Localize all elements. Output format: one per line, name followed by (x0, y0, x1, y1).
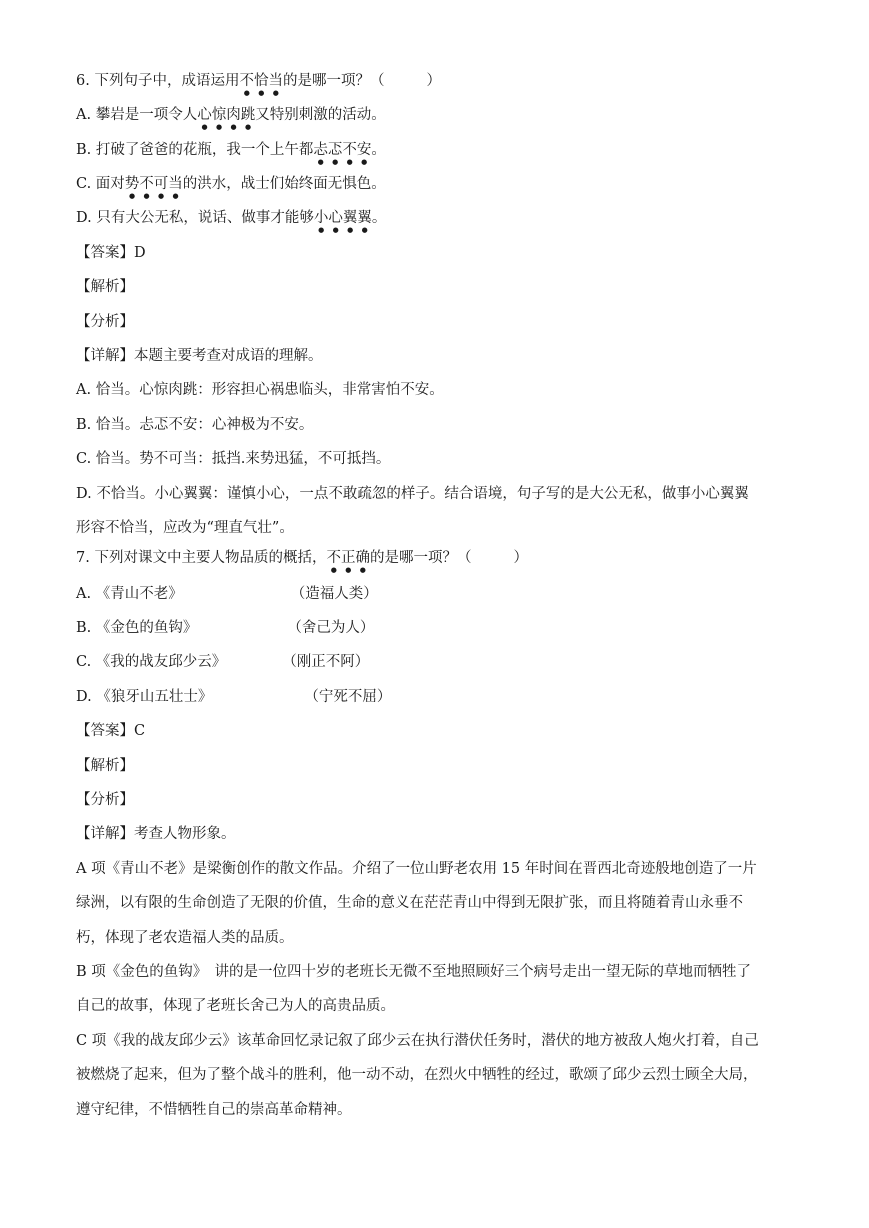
q7-stem-emphasis: 不正确 (326, 550, 370, 566)
q7-answer: 【答案】C (76, 723, 146, 739)
q7-explain-c-line1: C 项《我的战友邱少云》该革命回忆录记叙了邱少云在执行潜伏任务时，潜伏的地方被敌人炮火打着，自己 (76, 1033, 759, 1049)
option-emphasis: 小心翼翼 (313, 210, 372, 226)
option-text: A. 攀岩是一项令人 (76, 107, 198, 123)
q7-option-b (76, 618, 809, 638)
q7-stem-tail: 的是哪一项？（ (369, 550, 472, 566)
q7-explain-a-line2: 绿洲，以有限的生命创造了无限的价值，生命的意义在茫茫青山中得到无限扩张，而且将随着青山永垂不 (76, 895, 743, 911)
q7-stem (76, 548, 809, 574)
option-quality: （宁死不屈） (304, 689, 392, 705)
q7-option-d (76, 687, 809, 707)
q7-explain-c-line2: 被燃烧了起来，但为了整个战斗的胜利，他一动不动，在烈火中牺牲的经过，歌颂了邱少云烈士顾全大局， (76, 1067, 758, 1083)
q6-explain-c: C. 恰当。势不可当：抵挡.来势迅猛，不可抵挡。 (76, 451, 391, 467)
q7-explain-a-line1: A 项《青山不老》是梁衡创作的散文作品。介绍了一位山野老农用 15 年时间在晋西北奇迹般地创造了一片 (76, 861, 757, 877)
q6-option-d (76, 208, 809, 234)
q6-option-a (76, 105, 809, 131)
q7-explain-b-line2: 自己的故事，体现了老班长舍己为人的高贵品质。 (76, 998, 395, 1014)
q6-explain-b: B. 恰当。忐忑不安：心神极为不安。 (76, 417, 314, 433)
option-title: C. 《我的战友邱少云》 (76, 654, 227, 670)
option-text: B. 打破了爸爸的花瓶，我一个上午都 (76, 142, 314, 158)
q6-answer: 【答案】D (76, 245, 146, 261)
q6-stem-text: 6. 下列句子中，成语运用 (76, 73, 240, 89)
option-quality: （刚正不阿） (282, 654, 370, 670)
q7-option-a (76, 584, 809, 604)
option-text: 又特别刺激的活动。 (255, 107, 386, 123)
option-title: D. 《狼牙山五壮士》 (76, 689, 213, 705)
option-text: D. 只有大公无私，说话、做事才能够 (76, 210, 314, 226)
q6-detail-heading: 【详解】本题主要考查对成语的理解。 (76, 348, 323, 364)
q6-explain-d-line1: D. 不恰当。小心翼翼：谨慎小心，一点不敢疏忽的样子。结合语境，句子写的是大公无私，做事小心翼翼 (76, 486, 749, 502)
q6-stem (76, 71, 809, 97)
q6-explain-d-line2: 形容不恰当，应改为“理直气壮”。 (76, 520, 294, 536)
option-quality: （造福人类） (290, 586, 378, 602)
q6-option-b (76, 140, 809, 166)
q7-explain-a-line3: 朽，体现了老农造福人类的品质。 (76, 930, 294, 946)
q6-fenxi-heading: 【分析】 (76, 314, 134, 330)
q7-option-c (76, 652, 809, 672)
q7-explain-b-line1: B 项《金色的鱼钩》 讲的是一位四十岁的老班长无微不至地照顾好三个病号走出一望无际的草地而牺牲了 (76, 964, 752, 980)
option-text: 的洪水，战士们始终面无惧色。 (182, 176, 386, 192)
q6-jiexi-heading: 【解析】 (76, 279, 134, 295)
option-title: A. 《青山不老》 (76, 586, 183, 602)
q7-stem-close: ） (513, 550, 528, 566)
q7-stem-text: 7. 下列对课文中主要人物品质的概括， (76, 550, 327, 566)
option-text: 。 (371, 210, 387, 226)
q6-explain-a: A. 恰当。心惊肉跳：形容担心祸患临头，非常害怕不安。 (76, 382, 444, 398)
option-emphasis: 忐忑不安 (313, 142, 372, 158)
q6-stem-emphasis: 不恰当 (239, 73, 283, 89)
q7-fenxi-heading: 【分析】 (76, 792, 134, 808)
q7-jiexi-heading: 【解析】 (76, 758, 134, 774)
option-emphasis: 心惊肉跳 (197, 107, 256, 123)
option-title: B. 《金色的鱼钩》 (76, 620, 198, 636)
q6-stem-close: ） (426, 73, 441, 89)
option-emphasis: 势不可当 (124, 176, 183, 192)
q6-option-c (76, 174, 809, 200)
q6-stem-tail: 的是哪一项？（ (282, 73, 385, 89)
option-quality: （舍己为人） (287, 620, 375, 636)
q7-detail-heading: 【详解】考查人物形象。 (76, 826, 236, 842)
option-text: C. 面对 (76, 176, 125, 192)
q7-explain-c-line3: 遵守纪律，不惜牺牲自己的崇高革命精神。 (76, 1102, 352, 1118)
option-text: 。 (371, 142, 386, 158)
